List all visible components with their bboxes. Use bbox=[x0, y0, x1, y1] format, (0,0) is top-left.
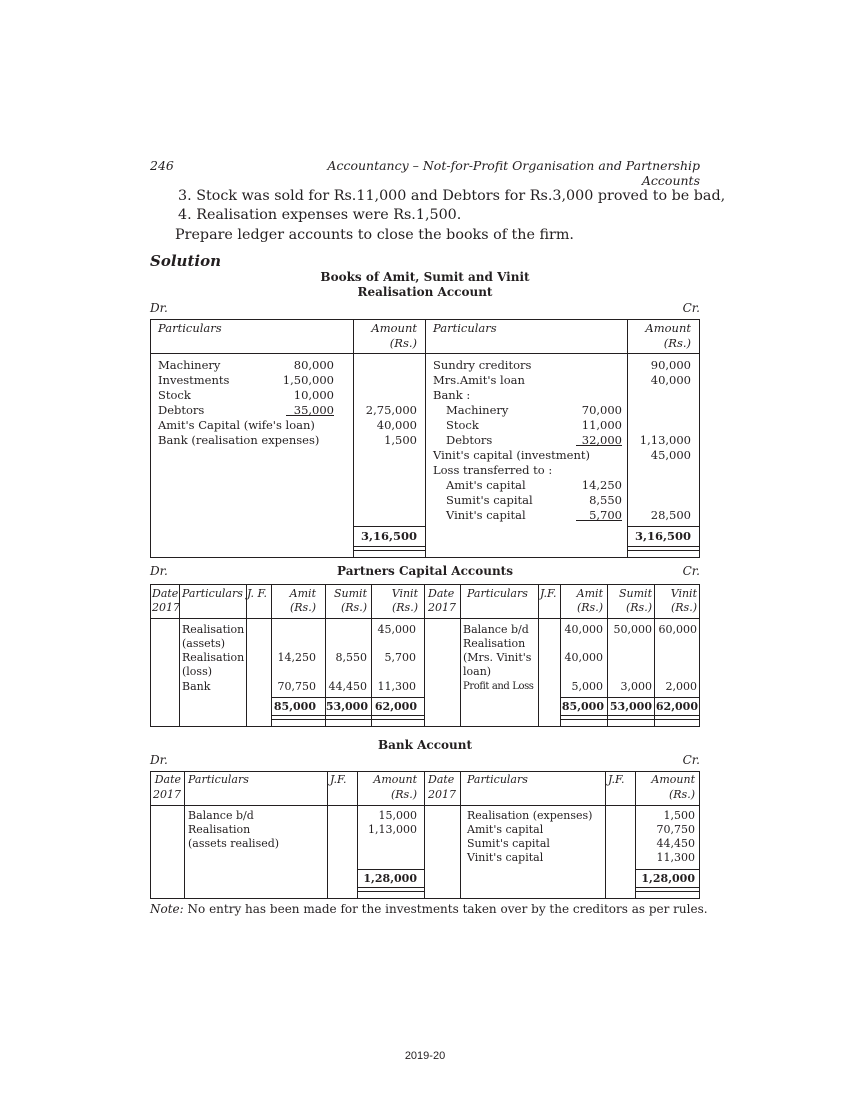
capital-credit-amit: 5,000 bbox=[571, 680, 603, 693]
capital-debit-vinit: 11,300 bbox=[377, 680, 416, 693]
col-header-rs: (Rs.) bbox=[576, 601, 603, 614]
bank-credit-amount: 70,750 bbox=[656, 823, 695, 836]
credit-item-amount: 40,000 bbox=[650, 373, 691, 387]
credit-item-label: Amit's capital bbox=[446, 478, 526, 492]
credit-item-amount: 1,13,000 bbox=[639, 433, 691, 447]
question-item: 3. Stock was sold for Rs.11,000 and Debtors for Rs.3,000 proved to be bad, bbox=[178, 188, 726, 204]
bank-total-debit: 1,28,000 bbox=[363, 872, 417, 885]
capital-total-amit: 85,000 bbox=[273, 700, 316, 713]
capital-debit-particular: (loss) bbox=[182, 665, 213, 678]
debit-item-sub: 35,000 bbox=[293, 403, 334, 417]
debit-item-amount: 1,500 bbox=[384, 433, 417, 447]
question-item: 4. Realisation expenses were Rs.1,500. bbox=[178, 207, 462, 223]
note-label: Note: bbox=[150, 902, 184, 916]
bank-debit-amount: 1,13,000 bbox=[368, 823, 417, 836]
realisation-title: Realisation Account bbox=[357, 285, 493, 299]
dr-label: Dr. bbox=[150, 753, 168, 767]
col-header-year: 2017 bbox=[428, 788, 456, 801]
col-header-year: 2017 bbox=[153, 788, 181, 801]
credit-item-label: Debtors bbox=[446, 433, 493, 447]
col-header-amount: Amount bbox=[651, 773, 695, 786]
capital-credit-particular: Balance b/d bbox=[463, 623, 529, 636]
capital-credit-amit: 40,000 bbox=[564, 623, 603, 636]
capital-debit-particular: (assets) bbox=[182, 637, 226, 650]
col-header-particulars: Particulars bbox=[188, 773, 249, 786]
col-header-jf: J.F. bbox=[540, 587, 557, 600]
col-header-jf: J. F. bbox=[247, 587, 267, 600]
capital-credit-sumit: 50,000 bbox=[613, 623, 652, 636]
running-title: Accountancy – Not-for-Profit Organisation and Partnership Accounts bbox=[327, 158, 700, 188]
note bbox=[150, 902, 708, 916]
col-header-amount: Amount bbox=[371, 321, 417, 335]
capital-credit-vinit: 60,000 bbox=[658, 623, 697, 636]
credit-item-sub: 70,000 bbox=[581, 403, 622, 417]
col-header-particulars: Particulars bbox=[158, 321, 222, 335]
debit-item-sub: 1,50,000 bbox=[282, 373, 334, 387]
bank-credit-label: Sumit's capital bbox=[467, 837, 550, 850]
col-header-rs: (Rs.) bbox=[663, 336, 691, 350]
bank-credit-label: Amit's capital bbox=[467, 823, 544, 836]
col-header-rs: (Rs.) bbox=[625, 601, 652, 614]
col-header-particulars: Particulars bbox=[467, 773, 528, 786]
debit-item-label: Stock bbox=[158, 388, 191, 402]
capital-credit-sumit: 3,000 bbox=[620, 680, 652, 693]
dr-label: Dr. bbox=[150, 301, 168, 315]
col-header-amit: Amit bbox=[576, 587, 603, 600]
debit-item-label: Machinery bbox=[158, 358, 221, 372]
capital-debit-vinit: 45,000 bbox=[377, 623, 416, 636]
credit-item-label: Vinit's capital (investment) bbox=[433, 448, 590, 462]
col-header-rs: (Rs.) bbox=[289, 601, 316, 614]
col-header-rs: (Rs.) bbox=[670, 601, 697, 614]
capital-debit-particular: Realisation bbox=[182, 651, 245, 664]
credit-item-sub: 8,550 bbox=[589, 493, 622, 507]
credit-item-label: Vinit's capital bbox=[446, 508, 526, 522]
bank-debit-label: Realisation bbox=[188, 823, 251, 836]
col-header-particulars: Particulars bbox=[182, 587, 243, 600]
capital-total-vinit: 62,000 bbox=[374, 700, 417, 713]
capital-total-sumit: 53,000 bbox=[325, 700, 368, 713]
credit-item-amount: 45,000 bbox=[650, 448, 691, 462]
col-header-rs: (Rs.) bbox=[668, 788, 695, 801]
col-header-rs: (Rs.) bbox=[391, 601, 418, 614]
capital-debit-particular: Realisation bbox=[182, 623, 245, 636]
col-header-sumit: Sumit bbox=[619, 587, 652, 600]
credit-item-label: Sumit's capital bbox=[446, 493, 533, 507]
debit-item-label: Debtors bbox=[158, 403, 205, 417]
col-header-amount: Amount bbox=[373, 773, 417, 786]
capital-total-vinit: 62,000 bbox=[655, 700, 698, 713]
credit-item-label: Bank : bbox=[433, 388, 471, 402]
credit-item-sub: 32,000 bbox=[581, 433, 622, 447]
capital-debit-sumit: 8,550 bbox=[335, 651, 367, 664]
bank-debit-label: Balance b/d bbox=[188, 809, 254, 822]
solution-heading: Solution bbox=[150, 252, 221, 270]
credit-item-label: Mrs.Amit's loan bbox=[433, 373, 525, 387]
credit-item-sub: 14,250 bbox=[581, 478, 622, 492]
credit-item-sub: 5,700 bbox=[589, 508, 622, 522]
debit-item-amount: 40,000 bbox=[376, 418, 417, 432]
bank-title: Bank Account bbox=[377, 738, 473, 752]
debit-item-amount: 2,75,000 bbox=[365, 403, 417, 417]
capital-credit-particular: (Mrs. Vinit's bbox=[463, 651, 532, 664]
bank-debit-label: (assets realised) bbox=[188, 837, 280, 850]
bank-credit-label: Vinit's capital bbox=[467, 851, 544, 864]
capital-total-sumit: 53,000 bbox=[609, 700, 652, 713]
capital-debit-amit: 70,750 bbox=[277, 680, 316, 693]
col-header-amit: Amit bbox=[289, 587, 316, 600]
col-header-rs: (Rs.) bbox=[340, 601, 367, 614]
col-header-rs: (Rs.) bbox=[390, 788, 417, 801]
bank-credit-label: Realisation (expenses) bbox=[467, 809, 593, 822]
capital-total-amit: 85,000 bbox=[561, 700, 604, 713]
capital-credit-particular: Realisation bbox=[463, 637, 526, 650]
col-header-year: 2017 bbox=[152, 601, 180, 614]
col-header-jf: J.F. bbox=[608, 773, 625, 786]
col-header-date: Date bbox=[428, 587, 455, 600]
capital-debit-sumit: 44,450 bbox=[328, 680, 367, 693]
col-header-jf: J.F. bbox=[330, 773, 347, 786]
bank-total-credit: 1,28,000 bbox=[641, 872, 695, 885]
debit-item-sub: 80,000 bbox=[293, 358, 334, 372]
col-header-amount: Amount bbox=[645, 321, 691, 335]
debit-item-sub: 10,000 bbox=[293, 388, 334, 402]
books-title: Books of Amit, Sumit and Vinit bbox=[320, 270, 530, 284]
cr-label: Cr. bbox=[682, 564, 700, 578]
capital-debit-vinit: 5,700 bbox=[384, 651, 416, 664]
credit-item-label: Stock bbox=[446, 418, 479, 432]
bank-credit-amount: 1,500 bbox=[663, 809, 695, 822]
debit-item-label: Bank (realisation expenses) bbox=[158, 433, 320, 447]
capital-credit-particular: Profit and Loss bbox=[463, 681, 534, 692]
realisation-total-debit: 3,16,500 bbox=[360, 529, 417, 543]
credit-item-label: Sundry creditors bbox=[433, 358, 532, 372]
credit-item-sub: 11,000 bbox=[581, 418, 622, 432]
cr-label: Cr. bbox=[682, 753, 700, 767]
debit-item-label: Investments bbox=[158, 373, 230, 387]
credit-item-amount: 28,500 bbox=[650, 508, 691, 522]
bank-credit-amount: 44,450 bbox=[656, 837, 695, 850]
capital-credit-vinit: 2,000 bbox=[665, 680, 697, 693]
col-header-date: Date bbox=[154, 773, 181, 786]
capital-debit-amit: 14,250 bbox=[277, 651, 316, 664]
bank-credit-amount: 11,300 bbox=[656, 851, 695, 864]
credit-item-label: Loss transferred to : bbox=[433, 463, 553, 477]
instruction-text: Prepare ledger accounts to close the books of the firm. bbox=[175, 227, 574, 243]
page-footer: 2019-20 bbox=[404, 1050, 446, 1062]
debit-item-label: Amit's Capital (wife's loan) bbox=[158, 418, 315, 432]
col-header-date: Date bbox=[152, 587, 179, 600]
col-header-year: 2017 bbox=[428, 601, 456, 614]
realisation-total-credit: 3,16,500 bbox=[634, 529, 691, 543]
col-header-sumit: Sumit bbox=[334, 587, 367, 600]
col-header-particulars: Particulars bbox=[433, 321, 497, 335]
credit-item-amount: 90,000 bbox=[650, 358, 691, 372]
capital-credit-amit: 40,000 bbox=[564, 651, 603, 664]
note-text: No entry has been made for the investments taken over by the creditors as per rules. bbox=[187, 902, 708, 916]
col-header-date: Date bbox=[428, 773, 455, 786]
bank-debit-amount: 15,000 bbox=[378, 809, 417, 822]
capital-credit-particular: loan) bbox=[463, 665, 492, 678]
col-header-vinit: Vinit bbox=[391, 587, 418, 600]
cr-label: Cr. bbox=[682, 301, 700, 315]
col-header-particulars: Particulars bbox=[467, 587, 528, 600]
capital-debit-particular: Bank bbox=[182, 680, 211, 693]
col-header-rs: (Rs.) bbox=[389, 336, 417, 350]
dr-label: Dr. bbox=[150, 564, 168, 578]
col-header-vinit: Vinit bbox=[670, 587, 697, 600]
credit-item-label: Machinery bbox=[446, 403, 509, 417]
page-number: 246 bbox=[150, 158, 174, 173]
capital-title: Partners Capital Accounts bbox=[337, 564, 513, 578]
